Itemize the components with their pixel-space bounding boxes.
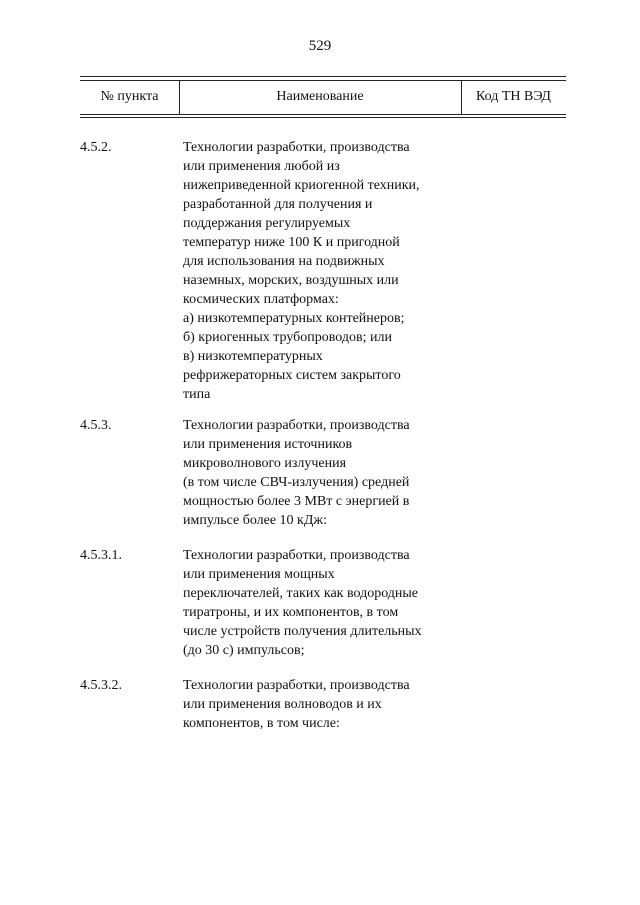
description-line: числе устройств получения длительных (183, 624, 422, 639)
item-number: 4.5.3.1. (80, 548, 122, 563)
description-line: Технологии разработки, производства (183, 140, 410, 155)
description-line: тиратроны, и их компонентов, в том (183, 605, 399, 620)
item-number: 4.5.3. (80, 418, 112, 433)
description-line: типа (183, 387, 211, 402)
description-line: поддержания регулируемых (183, 216, 351, 231)
description-line: Технологии разработки, производства (183, 548, 410, 563)
page-number: 529 (308, 38, 332, 54)
header-top-rule (80, 76, 566, 77)
item-description (183, 138, 473, 404)
description-line: переключателей, таких как водородные (183, 586, 419, 601)
description-line: или применения любой из (183, 159, 340, 174)
header-bottom-rule-inner (80, 114, 566, 115)
item-description (183, 546, 473, 660)
item-description (183, 416, 473, 530)
description-line: (в том числе СВЧ-излучения) средней (183, 475, 410, 490)
description-line: температур ниже 100 К и пригодной (183, 235, 400, 250)
description-line: компонентов, в том числе: (183, 716, 340, 731)
item-number: 4.5.3.2. (80, 678, 122, 693)
header-col-number: № пункта (100, 89, 159, 104)
header-top-rule-inner (80, 80, 566, 81)
description-line: а) низкотемпературных контейнеров; (183, 311, 405, 326)
item-number: 4.5.2. (80, 140, 112, 155)
item-description (183, 676, 473, 733)
description-line: нижеприведенной криогенной техники, (183, 178, 420, 193)
description-line: наземных, морских, воздушных или (183, 273, 399, 288)
header-col-name: Наименование (276, 89, 364, 104)
description-line: или применения волноводов и их (183, 697, 382, 712)
description-line: (до 30 с) импульсов; (183, 643, 305, 658)
description-line: разработанной для получения и (183, 197, 373, 212)
description-line: мощностью более 3 МВт с энергией в (183, 494, 410, 509)
description-line: б) криогенных трубопроводов; или (183, 330, 392, 345)
description-line: импульсе более 10 кДж: (183, 513, 327, 528)
description-line: или применения источников (183, 437, 353, 452)
description-line: или применения мощных (183, 567, 335, 582)
description-line: Технологии разработки, производства (183, 678, 410, 693)
description-line: Технологии разработки, производства (183, 418, 410, 433)
description-line: космических платформах: (183, 292, 339, 307)
description-line: микроволнового излучения (183, 456, 347, 471)
description-line: рефрижераторных систем закрытого (183, 368, 401, 383)
header-bottom-rule (80, 117, 566, 118)
table-header (80, 76, 566, 118)
description-line: для использования на подвижных (183, 254, 385, 269)
description-line: в) низкотемпературных (183, 349, 323, 364)
header-col-code: Код ТН ВЭД (476, 89, 551, 104)
